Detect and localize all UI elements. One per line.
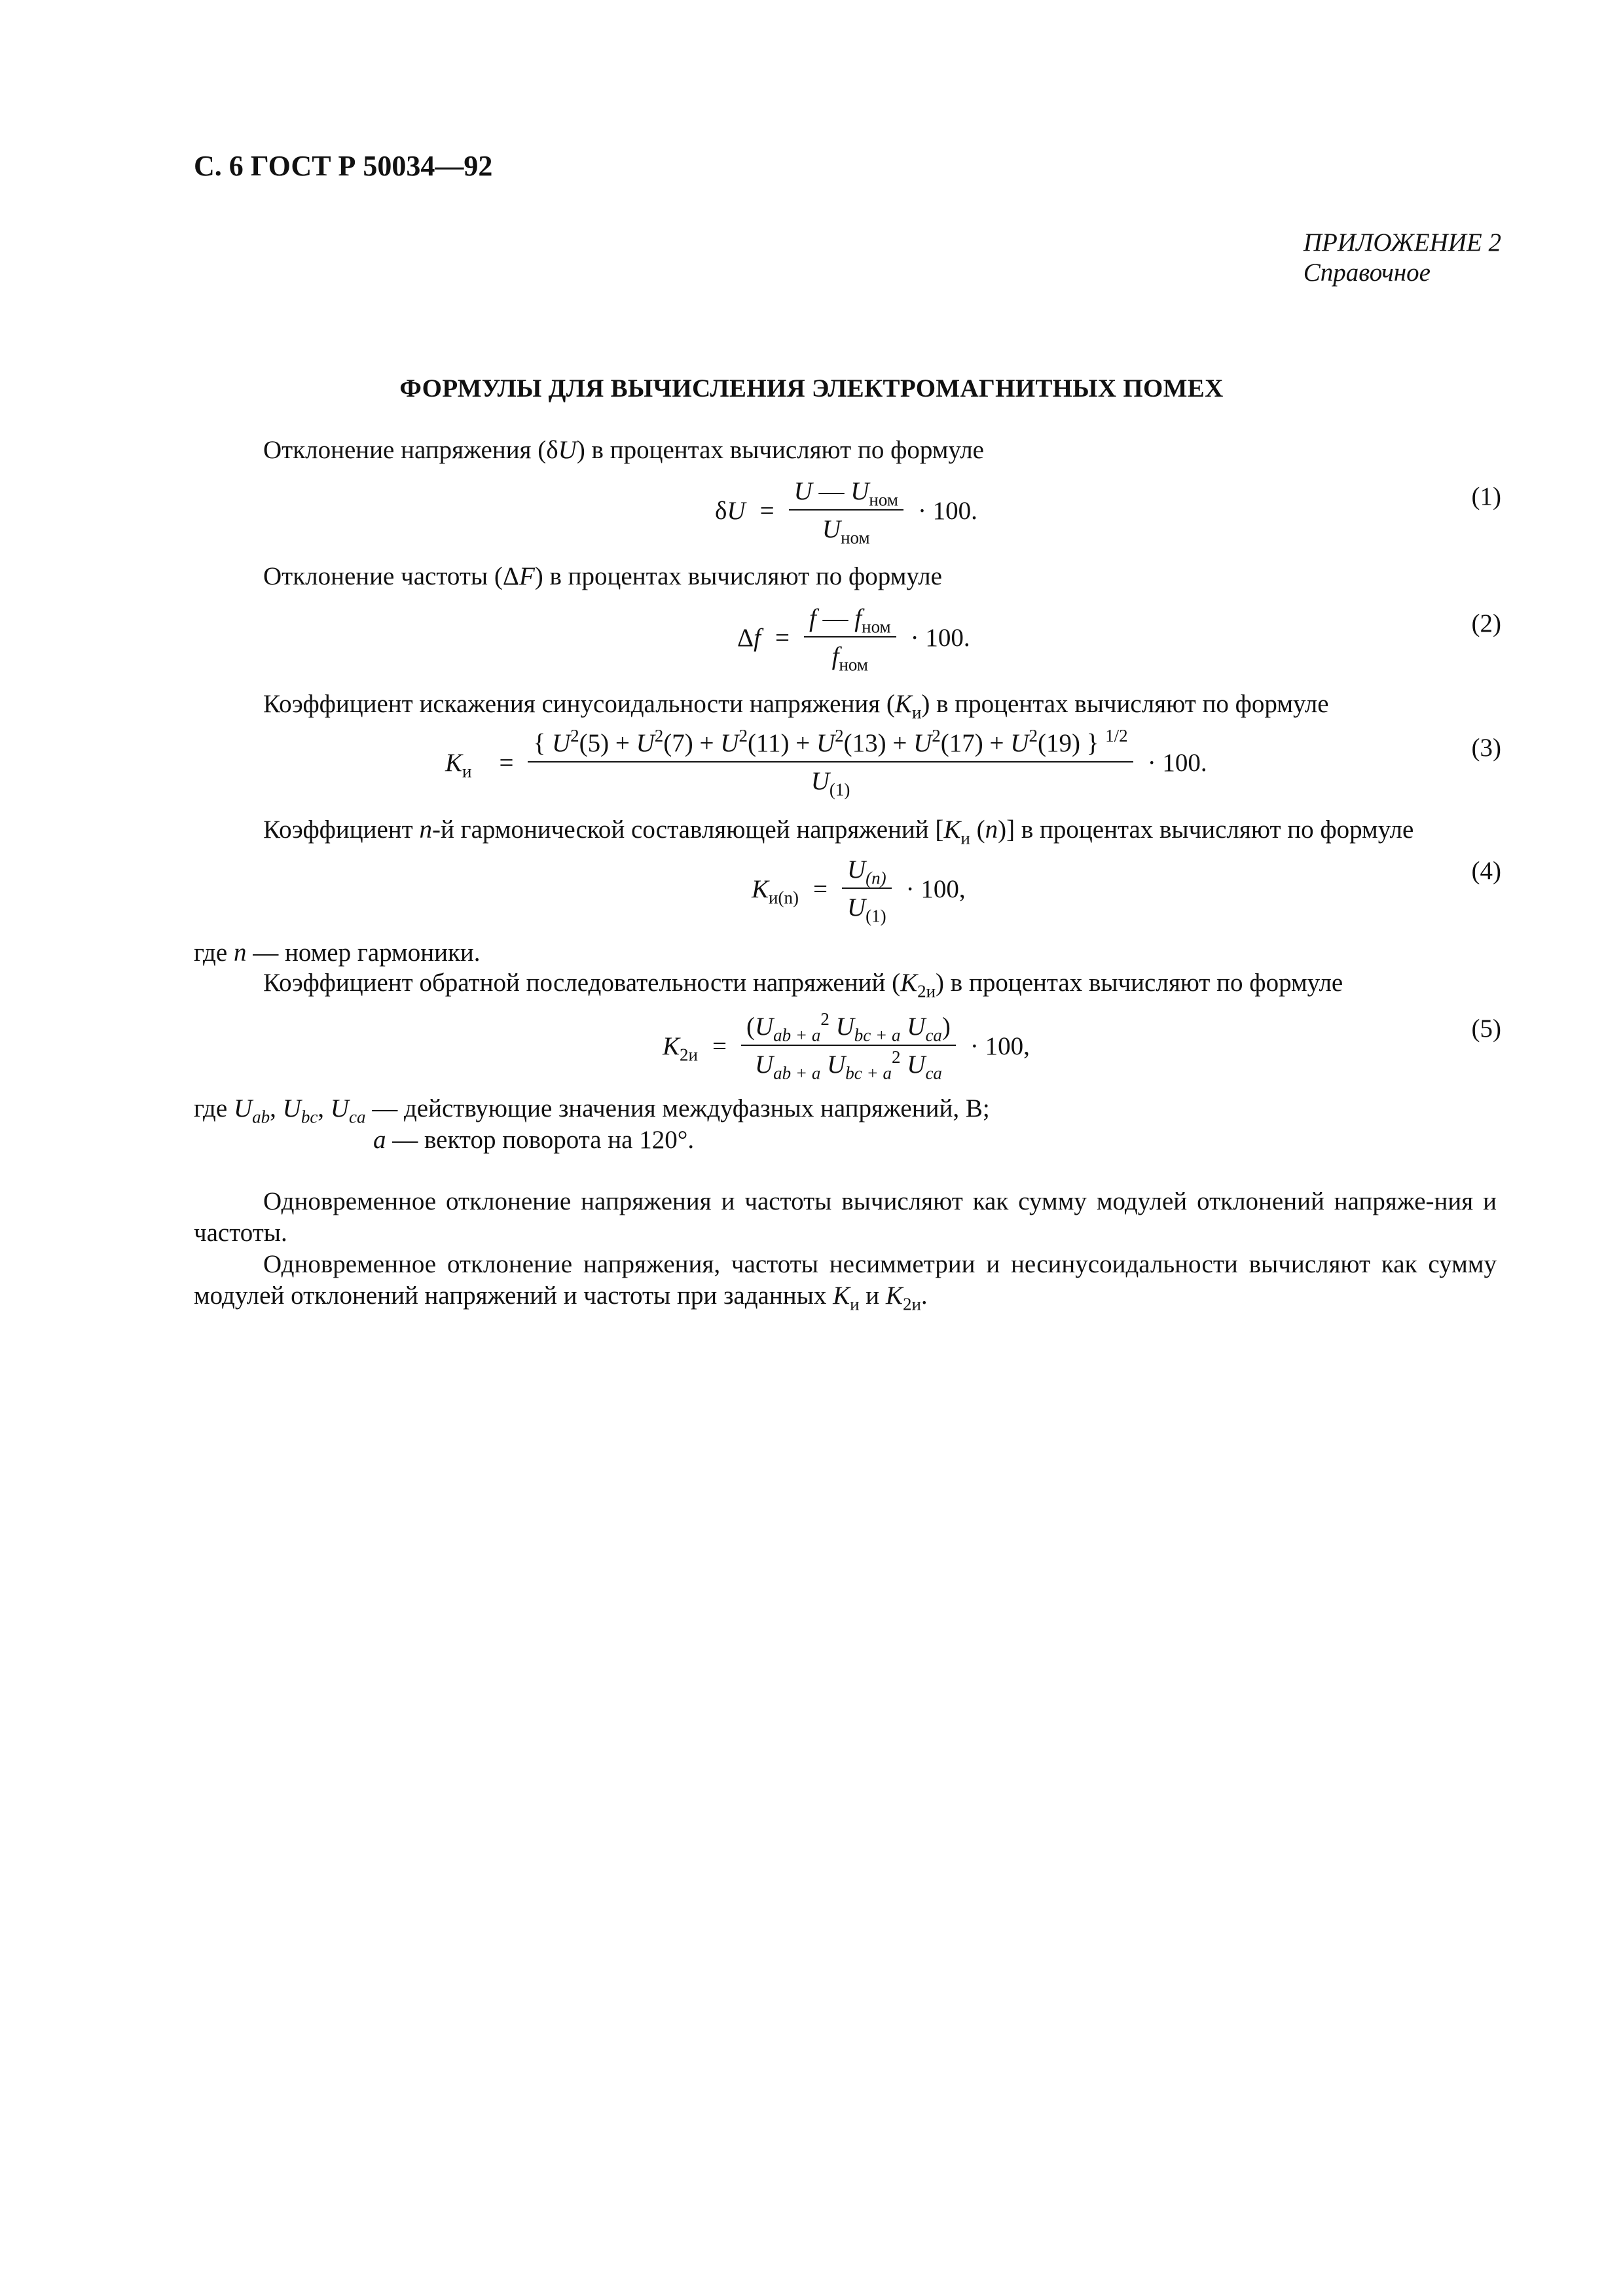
formula-5-lhs: $K_{2и}$: [663, 1031, 698, 1064]
paragraph-where-n: где n — номер гармоники.: [194, 939, 481, 967]
formula-3-term-5: $U^2(11)$: [720, 726, 790, 757]
formula-5: $K_{2и}$ = $\frac{(U_{ab + a}^2 U_{bc + a} U_{ca})}{U_{ab + a} U_{bc + a}^2 U_{ca}}$ · 100,: [663, 1009, 1030, 1083]
formula-3-term-9: $U^2(17)$: [913, 726, 983, 757]
equation-number-2: (2): [1471, 609, 1501, 637]
paragraph-voltage-deviation: Отклонение напряжения (δU) в процентах вычисляют по формуле: [263, 436, 984, 464]
formula-2-lhs: Δf: [737, 623, 761, 652]
paragraph-where-u: где $U_{ab}$, $U_{bc}$, $U_{ca}$ — действующие значения междуфазных напряжений, В;: [194, 1094, 990, 1127]
paragraph-harmonic-coefficient: Коэффициент n-й гармонической составляющей напряжений [$K_и$ (n)] в процентах вычисляют по формуле: [263, 816, 1414, 848]
formula-3-lhs: $K_и$: [445, 748, 472, 781]
page-title: ФОРМУЛЫ ДЛЯ ВЫЧИСЛЕНИЯ ЭЛЕКТРОМАГНИТНЫХ ПОМЕХ: [399, 374, 1224, 403]
formula-3-exponent: 1/2: [1105, 726, 1128, 746]
paragraph-distortion-coefficient: Коэффициент искажения синусоидальности напряжения $(K_и)$ в процентах вычисляют по формуле: [263, 690, 1329, 723]
formula-3-term-3: $U^2(7)$: [636, 726, 693, 757]
formula-3-text-10: +: [983, 729, 1011, 757]
appendix-label: [1304, 228, 1501, 288]
formula-3-text-2: +: [609, 729, 636, 757]
running-head: С. 6 ГОСТ Р 50034—92: [194, 150, 493, 182]
formula-2-fraction: $\frac{f — f_{ном}}{f_{ном}}$: [804, 603, 896, 672]
formula-3-text-12: }: [1080, 729, 1106, 757]
formula-4-lhs: $K_{и(n)}$: [752, 874, 799, 907]
paragraph-frequency-deviation: Отклонение частоты (ΔF) в процентах вычисляют по формуле: [263, 562, 942, 590]
formula-3-term-7: $U^2(13)$: [816, 726, 886, 757]
formula-1-fraction: $\frac{U — U_{ном}}{U_{ном}}$: [789, 476, 903, 545]
formula-3-text-8: +: [886, 729, 914, 757]
formula-4: $K_{и(n)}$ = $\frac{U_{(n)}}{U_{(1)}}$ · 100,: [752, 855, 966, 926]
paragraph-where-a: a — вектор поворота на 120°.: [373, 1126, 695, 1154]
paragraph-simultaneous-1: Одновременное отклонение напряжения и частоты вычисляют как сумму модулей отклонений напряже-ния и частоты.: [194, 1187, 1497, 1247]
formula-1-lhs: δU: [715, 496, 746, 525]
formula-1: δU = $\frac{U — U_{ном}}{U_{ном}}$ · 100.: [715, 477, 977, 548]
formula-3-term-11: $U^2(19)$: [1010, 726, 1080, 757]
formula-4-fraction: $\frac{U_{(n)}}{U_{(1)}}$: [842, 855, 892, 923]
formula-3-term-1: $U^2(5)$: [551, 726, 610, 757]
formula-3-text-4: +: [693, 729, 721, 757]
paragraph-simultaneous-2: Одновременное отклонение напряжения, частоты несимметрии и несинусоидальности вычисляют как сумму модулей отклонений напряжений и частоты при заданных $K_и$ и $K_{2и}$.: [194, 1250, 1497, 1314]
paragraph-negative-sequence: Коэффициент обратной последовательности напряжений $(K_{2и})$ в процентах вычисляют по формуле: [263, 969, 1343, 1001]
appendix-number: ПРИЛОЖЕНИЕ 2: [1303, 228, 1501, 257]
formula-3: $K_и$ = $\frac{\{ U^2(5) + U^2(7) + U^2(11) + U^2(13) + U^2(17) + U^2(19) \} ^{1/2}}{U_{(1)}}$ · 100.: [445, 726, 1207, 800]
equation-number-5: (5): [1471, 1014, 1501, 1043]
formula-3-fraction: $\frac{\{ U^2(5) + U^2(7) + U^2(11) + U^2(13) + U^2(17) + U^2(19) \} ^{1/2}}{U_{(1)}}$: [528, 728, 1133, 797]
equation-number-1: (1): [1471, 482, 1501, 511]
formula-5-fraction: $\frac{(U_{ab + a}^2 U_{bc + a} U_{ca})}{U_{ab + a} U_{bc + a}^2 U_{ca}}$: [741, 1012, 956, 1080]
equation-number-3: (3): [1471, 734, 1501, 762]
formula-3-text-0: {: [533, 729, 552, 757]
appendix-type: Справочное: [1303, 259, 1431, 287]
equation-number-4: (4): [1471, 857, 1501, 885]
formula-2: Δf = $\frac{f — f_{ном}}{f_{ном}}$ · 100.: [737, 604, 970, 675]
formula-3-text-6: +: [789, 729, 816, 757]
